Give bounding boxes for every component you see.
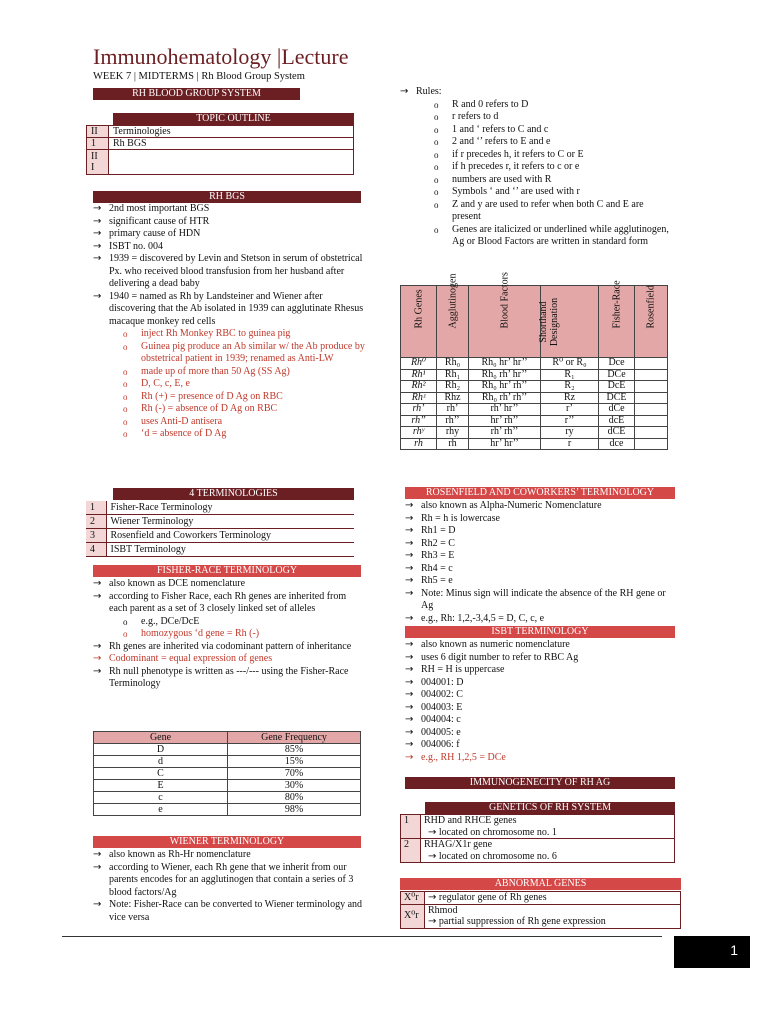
arrow-icon: → xyxy=(428,850,437,862)
abnormal-genes-table xyxy=(400,891,681,929)
list-item: → Rh1 = D xyxy=(405,525,677,538)
table-cell xyxy=(635,427,668,439)
table-row xyxy=(86,543,354,557)
table-row xyxy=(401,815,675,839)
table-cell: 15% xyxy=(228,756,361,768)
outline-num: 1 xyxy=(87,138,109,150)
list-item xyxy=(93,203,365,216)
arrow-icon: → xyxy=(428,892,437,903)
gene-code: X⁰r xyxy=(401,904,425,928)
list-item: → 004004: c xyxy=(405,714,677,727)
rule-item: o if r precedes h, it refers to C or E xyxy=(434,149,670,162)
row-text: Fisher-Race Terminology xyxy=(106,501,354,515)
table-row xyxy=(94,792,361,804)
rule-item: o 2 and ‘’ refers to E and e xyxy=(434,136,670,149)
list-item: → 004006: f xyxy=(405,739,677,752)
table-cell: Rhz xyxy=(437,392,469,404)
table-cell: rh’ hr’’ xyxy=(469,404,541,416)
list-item: → also known as DCE nomenclature xyxy=(93,578,365,591)
abnormal-genes-heading: ABNORMAL GENES xyxy=(400,878,681,890)
list-item: → significant cause of HTR xyxy=(93,216,365,229)
table-cell: Dce xyxy=(599,358,635,370)
column-header-text: Fisher-Race xyxy=(611,280,622,329)
table-cell: Rh¹ xyxy=(401,369,437,381)
table-cell: rh’’ xyxy=(401,415,437,427)
list-item: → ISBT no. 004 xyxy=(93,241,365,254)
table-cell: rh xyxy=(437,438,469,450)
list-item: → also known as Alpha-Numeric Nomenclature xyxy=(405,500,677,513)
table-cell: R⁰ or R₀ xyxy=(541,358,599,370)
row-text: Rosenfield and Coworkers Terminology xyxy=(106,529,354,543)
table-row xyxy=(401,404,668,416)
gene-code: X⁰r xyxy=(401,892,425,905)
outline-text: Rh BGS xyxy=(109,138,354,150)
outline-row xyxy=(87,126,354,138)
rule-item: o Z and y are used to refer when both C and E are present xyxy=(434,199,670,224)
sub-item: o Guinea pig produce an Ab similar w/ the Ab produce by obstetrical patient in 1939; renamed as Anti-LW xyxy=(123,341,365,366)
gene-location-text: located on chromosome no. 1 xyxy=(438,826,557,838)
table-cell xyxy=(635,404,668,416)
column-header xyxy=(599,280,635,358)
list-item: → e.g., RH 1,2,5 = DCe xyxy=(405,752,677,765)
table-row xyxy=(401,892,681,905)
table-cell xyxy=(635,358,668,370)
table-cell: Rh₀ hr’ hr’’ xyxy=(469,358,541,370)
table-cell: Rh₀ xyxy=(437,358,469,370)
table-cell xyxy=(635,438,668,450)
list-item: → Rh = h is lowercase xyxy=(405,513,677,526)
table-row xyxy=(94,804,361,816)
topic-outline-heading: TOPIC OUTLINE xyxy=(113,113,354,125)
list-item: → Rh genes are inherited via codominant pattern of inheritance xyxy=(93,641,365,654)
list-item: → 004001: D xyxy=(405,677,677,690)
page-title: Immunohematology |Lecture xyxy=(93,44,349,69)
table-row xyxy=(401,415,668,427)
isbt-heading: ISBT TERMINOLOGY xyxy=(405,626,675,638)
table-row xyxy=(86,515,354,529)
table-cell xyxy=(635,369,668,381)
column-header xyxy=(437,273,469,358)
table-cell: dcE xyxy=(599,415,635,427)
arrow-icon: → xyxy=(428,826,437,838)
table-cell: DCe xyxy=(599,369,635,381)
list-item: → uses 6 digit number to refer to RBC Ag xyxy=(405,652,677,665)
list-item: → 004002: C xyxy=(405,689,677,702)
table-cell xyxy=(635,381,668,393)
gene-name: RHD and RHCE genes xyxy=(424,815,517,826)
table-cell: 30% xyxy=(228,780,361,792)
table-cell: rhʸ xyxy=(401,427,437,439)
rh-genes-table xyxy=(400,272,668,450)
list-item: → according to Wiener, each Rh gene that we inherit from our parents encodes for an agglutinogen that contain a series of 3 blood factors/Ag xyxy=(93,862,365,900)
table-row xyxy=(94,768,361,780)
table-cell: DCE xyxy=(599,392,635,404)
table-row xyxy=(401,839,675,863)
table-row xyxy=(94,744,361,756)
table-row xyxy=(401,904,681,928)
outline-num: II xyxy=(87,126,109,138)
rosenfield-section xyxy=(405,500,677,625)
table-cell: R₂ xyxy=(541,381,599,393)
rule-item: o R and 0 refers to D xyxy=(434,99,670,112)
table-row xyxy=(401,427,668,439)
rule-item: o r refers to d xyxy=(434,111,670,124)
gene-location-text: located on chromosome no. 6 xyxy=(438,850,557,862)
table-cell xyxy=(425,904,681,928)
row-num: 3 xyxy=(86,529,106,543)
table-cell: dCE xyxy=(599,427,635,439)
rule-item: o numbers are used with R xyxy=(434,174,670,187)
column-header: Gene xyxy=(94,732,228,744)
table-cell: rh’’ xyxy=(437,415,469,427)
column-header xyxy=(469,272,541,358)
list-item: → Rh3 = E xyxy=(405,550,677,563)
rule-item: o 1 and ‘ refers to C and c xyxy=(434,124,670,137)
table-cell: r’’ xyxy=(541,415,599,427)
rule-item: o Symbols ‘ and ‘’ are used with r xyxy=(434,186,670,199)
sub-item: o inject Rh Monkey RBC to guinea pig xyxy=(123,328,365,341)
table-cell: dCe xyxy=(599,404,635,416)
row-text: ISBT Terminology xyxy=(106,543,354,557)
table-cell: Rh₂ xyxy=(437,381,469,393)
list-item: → 004005: e xyxy=(405,727,677,740)
four-terminologies-table xyxy=(86,501,354,557)
table-cell: Rhᶻ xyxy=(401,392,437,404)
outline-text: Terminologies xyxy=(109,126,354,138)
table-cell: D xyxy=(94,744,228,756)
table-cell: rh xyxy=(401,438,437,450)
column-header-text: Blood Factors xyxy=(499,272,510,329)
table-row xyxy=(401,438,668,450)
list-item: → Note: Fisher-Race can be converted to Wiener terminology and vice versa xyxy=(93,899,365,924)
row-num: 4 xyxy=(86,543,106,557)
gene-name: RHAG/X1r gene xyxy=(424,839,493,850)
gene-location xyxy=(424,851,671,863)
table-row xyxy=(94,780,361,792)
list-item: → Note: Minus sign will indicate the absence of the RH gene or Ag xyxy=(405,588,677,613)
table-cell: ry xyxy=(541,427,599,439)
table-row xyxy=(86,529,354,543)
table-row xyxy=(401,381,668,393)
column-header-text: Rosenfield xyxy=(645,285,657,329)
table-row xyxy=(401,358,668,370)
table-cell: hr’ rh’’ xyxy=(469,415,541,427)
column-header-text: Agglutinogen xyxy=(447,273,458,329)
table-cell: rh’ xyxy=(437,404,469,416)
gene-location xyxy=(424,827,671,839)
table-cell: rh’ xyxy=(401,404,437,416)
outline-row xyxy=(87,138,354,150)
table-cell xyxy=(635,415,668,427)
row-num: 2 xyxy=(401,839,421,863)
table-row xyxy=(401,369,668,381)
list-item: → also known as numeric nomenclature xyxy=(405,639,677,652)
rules-label: → Rules: xyxy=(400,86,680,99)
table-cell: R₁ xyxy=(541,369,599,381)
table-cell xyxy=(421,839,675,863)
outline-row xyxy=(87,150,354,175)
list-item: → primary cause of HDN xyxy=(93,228,365,241)
list-item: → Codominant = equal expression of genes xyxy=(93,653,365,666)
table-cell: dce xyxy=(599,438,635,450)
column-header xyxy=(401,286,437,358)
list-item: → 004003: E xyxy=(405,702,677,715)
table-cell: r xyxy=(541,438,599,450)
table-cell: DcE xyxy=(599,381,635,393)
list-item: → 1940 = named as Rh by Landsteiner and Wiener after discovering that the Ab isolated in 1939 can agglutinate Rhesus macaque monkey red cells xyxy=(93,291,365,329)
main-section-bar: RH BLOOD GROUP SYSTEM xyxy=(93,88,300,100)
wiener-section xyxy=(93,849,365,924)
table-row xyxy=(401,392,668,404)
sub-item: o ‘d = absence of D Ag xyxy=(123,428,365,441)
table-cell: e xyxy=(94,804,228,816)
table-cell: d xyxy=(94,756,228,768)
list-item: → e.g., Rh: 1,2,-3,4,5 = D, C, c, e xyxy=(405,613,677,626)
table-cell: rh’ rh’’ xyxy=(469,427,541,439)
rh-bgs-heading: RH BGS xyxy=(93,191,361,203)
fisher-race-section xyxy=(93,578,365,691)
table-row xyxy=(86,501,354,515)
four-terminologies-heading: 4 TERMINOLOGIES xyxy=(113,488,354,500)
list-item: → Rh2 = C xyxy=(405,538,677,551)
list-item-text: 2nd most important BGS xyxy=(109,203,210,214)
list-item: → also known as Rh-Hr nomenclature xyxy=(93,849,365,862)
rule-item: o Genes are italicized or underlined while agglutinogen, Ag or Blood Factors are written in standard form xyxy=(434,224,670,249)
list-item: → RH = H is uppercase xyxy=(405,664,677,677)
table-cell: rhy xyxy=(437,427,469,439)
gene-description: regulator gene of Rh genes xyxy=(438,892,547,903)
outline-text xyxy=(109,150,354,175)
table-cell: hr’ hr’’ xyxy=(469,438,541,450)
sub-item: o uses Anti-D antisera xyxy=(123,416,365,429)
rosenfield-heading: ROSENFIELD AND COWORKERS’ TERMINOLOGY xyxy=(405,487,675,499)
page-subtitle: WEEK 7 | MIDTERMS | Rh Blood Group System xyxy=(93,71,305,82)
table-cell: Rh² xyxy=(401,381,437,393)
list-item: → 1939 = discovered by Levin and Stetson in serum of obstetrical Px. who received blood transfusion from her husband after delivering a dead baby xyxy=(93,253,365,291)
list-item: → Rh4 = c xyxy=(405,563,677,576)
table-row xyxy=(94,756,361,768)
sub-item: o Rh (+) = presence of D Ag on RBC xyxy=(123,391,365,404)
page-number: 1 xyxy=(674,936,750,968)
rh-bgs-section xyxy=(93,203,365,441)
table-cell: c xyxy=(94,792,228,804)
table-cell: Rh₁ xyxy=(437,369,469,381)
gene-description-line xyxy=(428,916,677,928)
row-num: 1 xyxy=(86,501,106,515)
column-header-text: Rh Genes xyxy=(413,289,424,329)
table-cell: Rh⁰ xyxy=(401,358,437,370)
table-header-row xyxy=(94,732,361,744)
table-header-row xyxy=(401,286,668,358)
genetics-table xyxy=(400,814,675,863)
footer-rule xyxy=(62,936,662,937)
column-header xyxy=(538,286,599,358)
row-text: Wiener Terminology xyxy=(106,515,354,529)
table-cell: Rh₀ rh’ hr’’ xyxy=(469,369,541,381)
table-cell: r’ xyxy=(541,404,599,416)
rule-item: o if h precedes r, it refers to c or e xyxy=(434,161,670,174)
table-cell xyxy=(635,392,668,404)
table-cell: Rz xyxy=(541,392,599,404)
rules-section xyxy=(400,86,680,249)
isbt-section xyxy=(405,639,677,764)
table-cell: Rh₀ rh’ rh’’ xyxy=(469,392,541,404)
sub-item: o D, C, c, E, e xyxy=(123,378,365,391)
table-cell: 98% xyxy=(228,804,361,816)
arrow-icon: → xyxy=(428,916,437,927)
sub-item: o homozygous ‘d gene = Rh (-) xyxy=(123,628,365,641)
gene-name: Rhmod xyxy=(428,904,458,916)
table-cell: 70% xyxy=(228,768,361,780)
row-num: 1 xyxy=(401,815,421,839)
table-cell: 80% xyxy=(228,792,361,804)
sub-item: o made up of more than 50 Ag (SS Ag) xyxy=(123,366,365,379)
immunogenecity-heading: IMMUNOGENECITY OF RH AG xyxy=(405,777,675,789)
list-item: → according to Fisher Race, each Rh genes are inherited from each parent as a set of 3 closely linked set of alleles xyxy=(93,591,365,616)
table-cell: E xyxy=(94,780,228,792)
outline-num: II I xyxy=(87,150,109,175)
sub-item: o e.g., DCe/DcE xyxy=(123,616,365,629)
fisher-race-heading: FISHER-RACE TERMINOLOGY xyxy=(93,565,361,577)
table-cell xyxy=(421,815,675,839)
gene-frequency-table xyxy=(93,731,361,816)
gene-description: partial suppression of Rh gene expression xyxy=(438,916,606,927)
list-item: → Rh null phenotype is written as ---/--- using the Fisher-Race Terminology xyxy=(93,666,365,691)
table-cell: 85% xyxy=(228,744,361,756)
row-num: 2 xyxy=(86,515,106,529)
column-header: Gene Frequency xyxy=(228,732,361,744)
table-cell: Rh₀ hr’ rh’’ xyxy=(469,381,541,393)
sub-item: o Rh (-) = absence of D Ag on RBC xyxy=(123,403,365,416)
genetics-heading: GENETICS OF RH SYSTEM xyxy=(425,802,675,814)
topic-outline-table xyxy=(86,125,354,175)
column-header-text: Shorthand Designation xyxy=(538,297,560,346)
wiener-heading: WIENER TERMINOLOGY xyxy=(93,836,361,848)
column-header xyxy=(635,286,668,358)
table-cell: C xyxy=(94,768,228,780)
list-item: → Rh5 = e xyxy=(405,575,677,588)
table-cell xyxy=(425,892,681,905)
